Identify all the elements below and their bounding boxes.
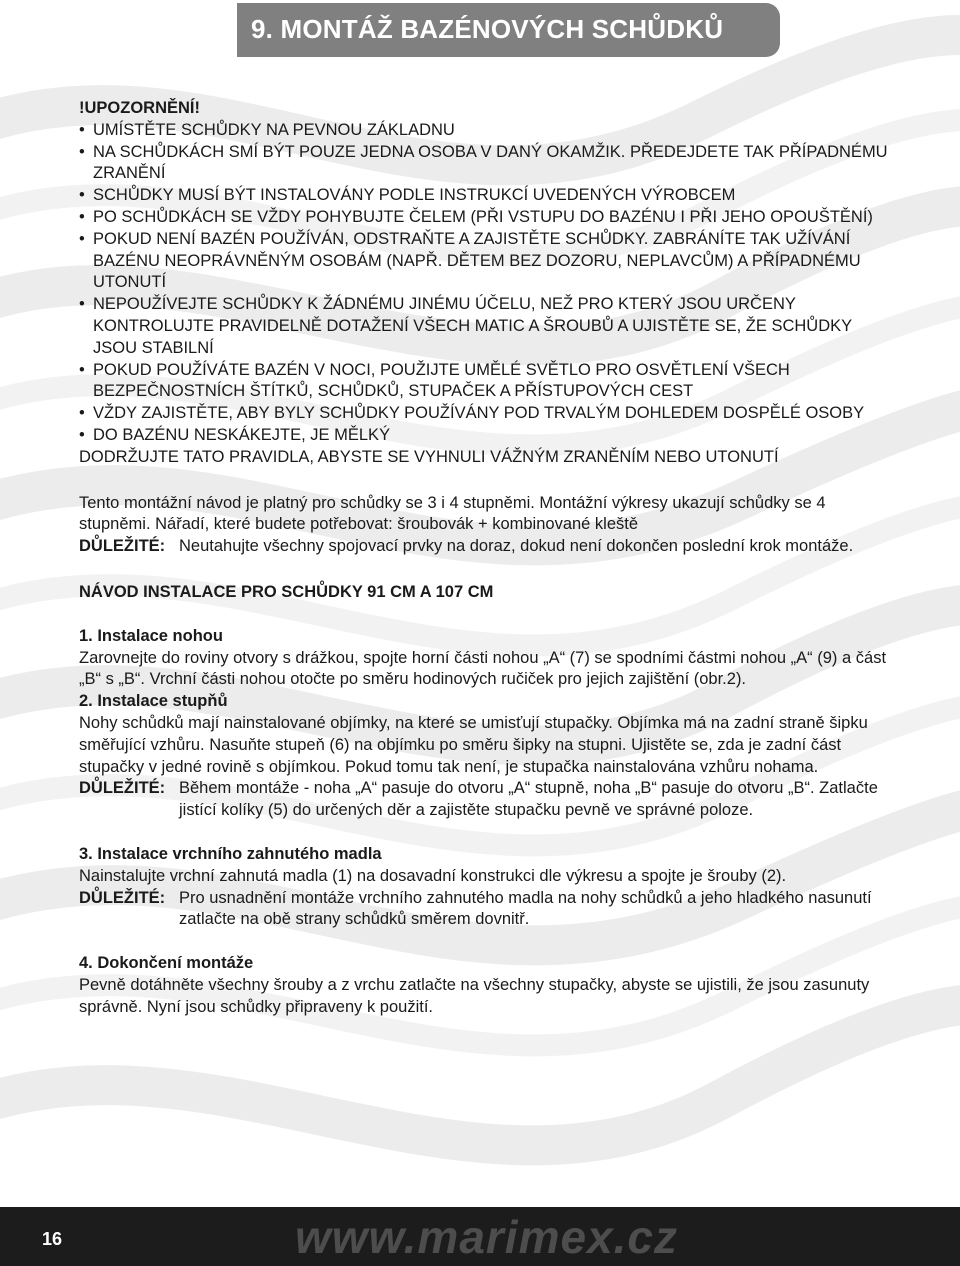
warning-item: • POKUD NENÍ BAZÉN POUŽÍVÁN, ODSTRAŇTE A ZAJISTĚTE SCHŮDKY. ZABRÁNÍTE TAK UŽÍVÁNÍ BAZÉNU NEOPRÁVNĚNÝM OSOBÁM (NAPŘ. DĚTEM BEZ DOZORU, NEPLAVCŮM) A PŘÍPADNÉMU UTONUTÍ — [79, 229, 889, 294]
section-text: Nohy schůdků mají nainstalované objímky, na které se umisťují stupačky. Objímka má na zadní straně šipku směřující vzhůru. Nasuňte stupeň (6) na objímku po směru šipky na stupni. Ujistěte se, zda je zadní část stupačky v jedné rovině s objímkou. Pokud tomu tak není, je stupačka nainstalována vzhůru nohama. — [79, 713, 868, 776]
section-important — [79, 888, 889, 932]
section-text: Zarovnejte do roviny otvory s drážkou, spojte horní části nohou „A“ (7) se spodními částmi nohou „A“ (9) a část „B“ s „B“. Vrchní části nohou otočte po směru hodinových ručiček pro jejich zajištění (obr.2). — [79, 648, 887, 689]
content — [79, 98, 889, 1018]
section-important — [79, 778, 889, 822]
important-text: Během montáže - noha „A“ pasuje do otvoru „A“ stupně, noha „B“ pasuje do otvoru „B“. Zatlačte jistící kolíky (5) do určených děr a zajistěte stupačku pevně ve správné poloze. — [179, 779, 878, 820]
warning-closing: DODRŽUJTE TATO PRAVIDLA, ABYSTE SE VYHNULI VÁŽNÝM ZRANĚNÍM NEBO UTONUTÍ — [79, 447, 779, 466]
important-label: DŮLEŽITÉ: — [79, 888, 166, 907]
section-title: 1. Instalace nohou — [79, 626, 223, 645]
warning-item: • NEPOUŽÍVEJTE SCHŮDKY K ŽÁDNÉMU JINÉMU ÚČELU, NEŽ PRO KTERÝ JSOU URČENY KONTROLUJTE PRAVIDELNĚ DOTAŽENÍ VŠECH MATIC A ŠROUBŮ A UJISTĚTE SE, ŽE SCHŮDKY JSOU STABILNÍ — [79, 294, 889, 359]
important-label: DŮLEŽITÉ: — [79, 537, 166, 556]
instructions-heading: NÁVOD INSTALACE PRO SCHŮDKY 91 CM A 107 CM — [79, 582, 494, 601]
intro-text: Tento montážní návod je platný pro schůdky se 3 i 4 stupněmi. Montážní výkresy ukazují schůdky se 4 stupněmi. Nářadí, které budete potřebovat: šroubovák + kombinované kleště — [79, 493, 826, 534]
section-title: 3. Instalace vrchního zahnutého madla — [79, 844, 382, 863]
important-label: DŮLEŽITÉ: — [79, 779, 166, 798]
warning-item: • DO BAZÉNU NESKÁKEJTE, JE MĚLKÝ — [79, 425, 889, 447]
section-title: 2. Instalace stupňů — [79, 692, 228, 711]
warning-item: • PO SCHŮDKÁCH SE VŽDY POHYBUJTE ČELEM (PŘI VSTUPU DO BAZÉNU I PŘI JEHO OPOUŠTĚNÍ) — [79, 207, 889, 229]
page-title: 9. MONTÁŽ BAZÉNOVÝCH SCHŮDKŮ — [251, 14, 724, 44]
section-text: Pevně dotáhněte všechny šrouby a z vrchu zatlačte na všechny stupačky, abyste se ujistili, že jsou zasunuty správně. Nyní jsou schůdky připraveny k použití. — [79, 975, 870, 1016]
warning-item: • UMÍSTĚTE SCHŮDKY NA PEVNOU ZÁKLADNU — [79, 120, 889, 142]
section-title: 4. Dokončení montáže — [79, 954, 254, 973]
warning-list — [79, 120, 889, 447]
warning-item: • NA SCHŮDKÁCH SMÍ BÝT POUZE JEDNA OSOBA V DANÝ OKAMŽIK. PŘEDEJDETE TAK PŘÍPADNÉMU ZRANĚNÍ — [79, 142, 889, 186]
page-number: 16 — [42, 1229, 63, 1249]
warning-item: • SCHŮDKY MUSÍ BÝT INSTALOVÁNY PODLE INSTRUKCÍ UVEDENÝCH VÝROBCEM — [79, 185, 889, 207]
important-text: Pro usnadnění montáže vrchního zahnutého madla na nohy schůdků a jeho hladkého nasunutí zatlačte na obě strany schůdků směrem dovnitř. — [179, 888, 872, 929]
warning-title: !UPOZORNĚNÍ! — [79, 99, 200, 117]
intro-important — [79, 536, 889, 558]
warning-item: • VŽDY ZAJISTĚTE, ABY BYLY SCHŮDKY POUŽÍVÁNY POD TRVALÝM DOHLEDEM DOSPĚLÉ OSOBY — [79, 403, 889, 425]
warning-item: • POKUD POUŽÍVÁTE BAZÉN V NOCI, POUŽIJTE UMĚLÉ SVĚTLO PRO OSVĚTLENÍ VŠECH BEZPEČNOSTNÍCH ŠTÍTKŮ, SCHŮDKŮ, STUPAČEK A PŘÍSTUPOVÝCH CEST — [79, 360, 889, 404]
section-text: Nainstalujte vrchní zahnutá madla (1) na dosavadní konstrukci dle výkresu a spojte je šrouby (2). — [79, 866, 787, 885]
website-link[interactable]: www.marimex.cz — [295, 1211, 679, 1263]
important-text: Neutahujte všechny spojovací prvky na doraz, dokud není dokončen poslední krok montáže. — [179, 537, 854, 556]
